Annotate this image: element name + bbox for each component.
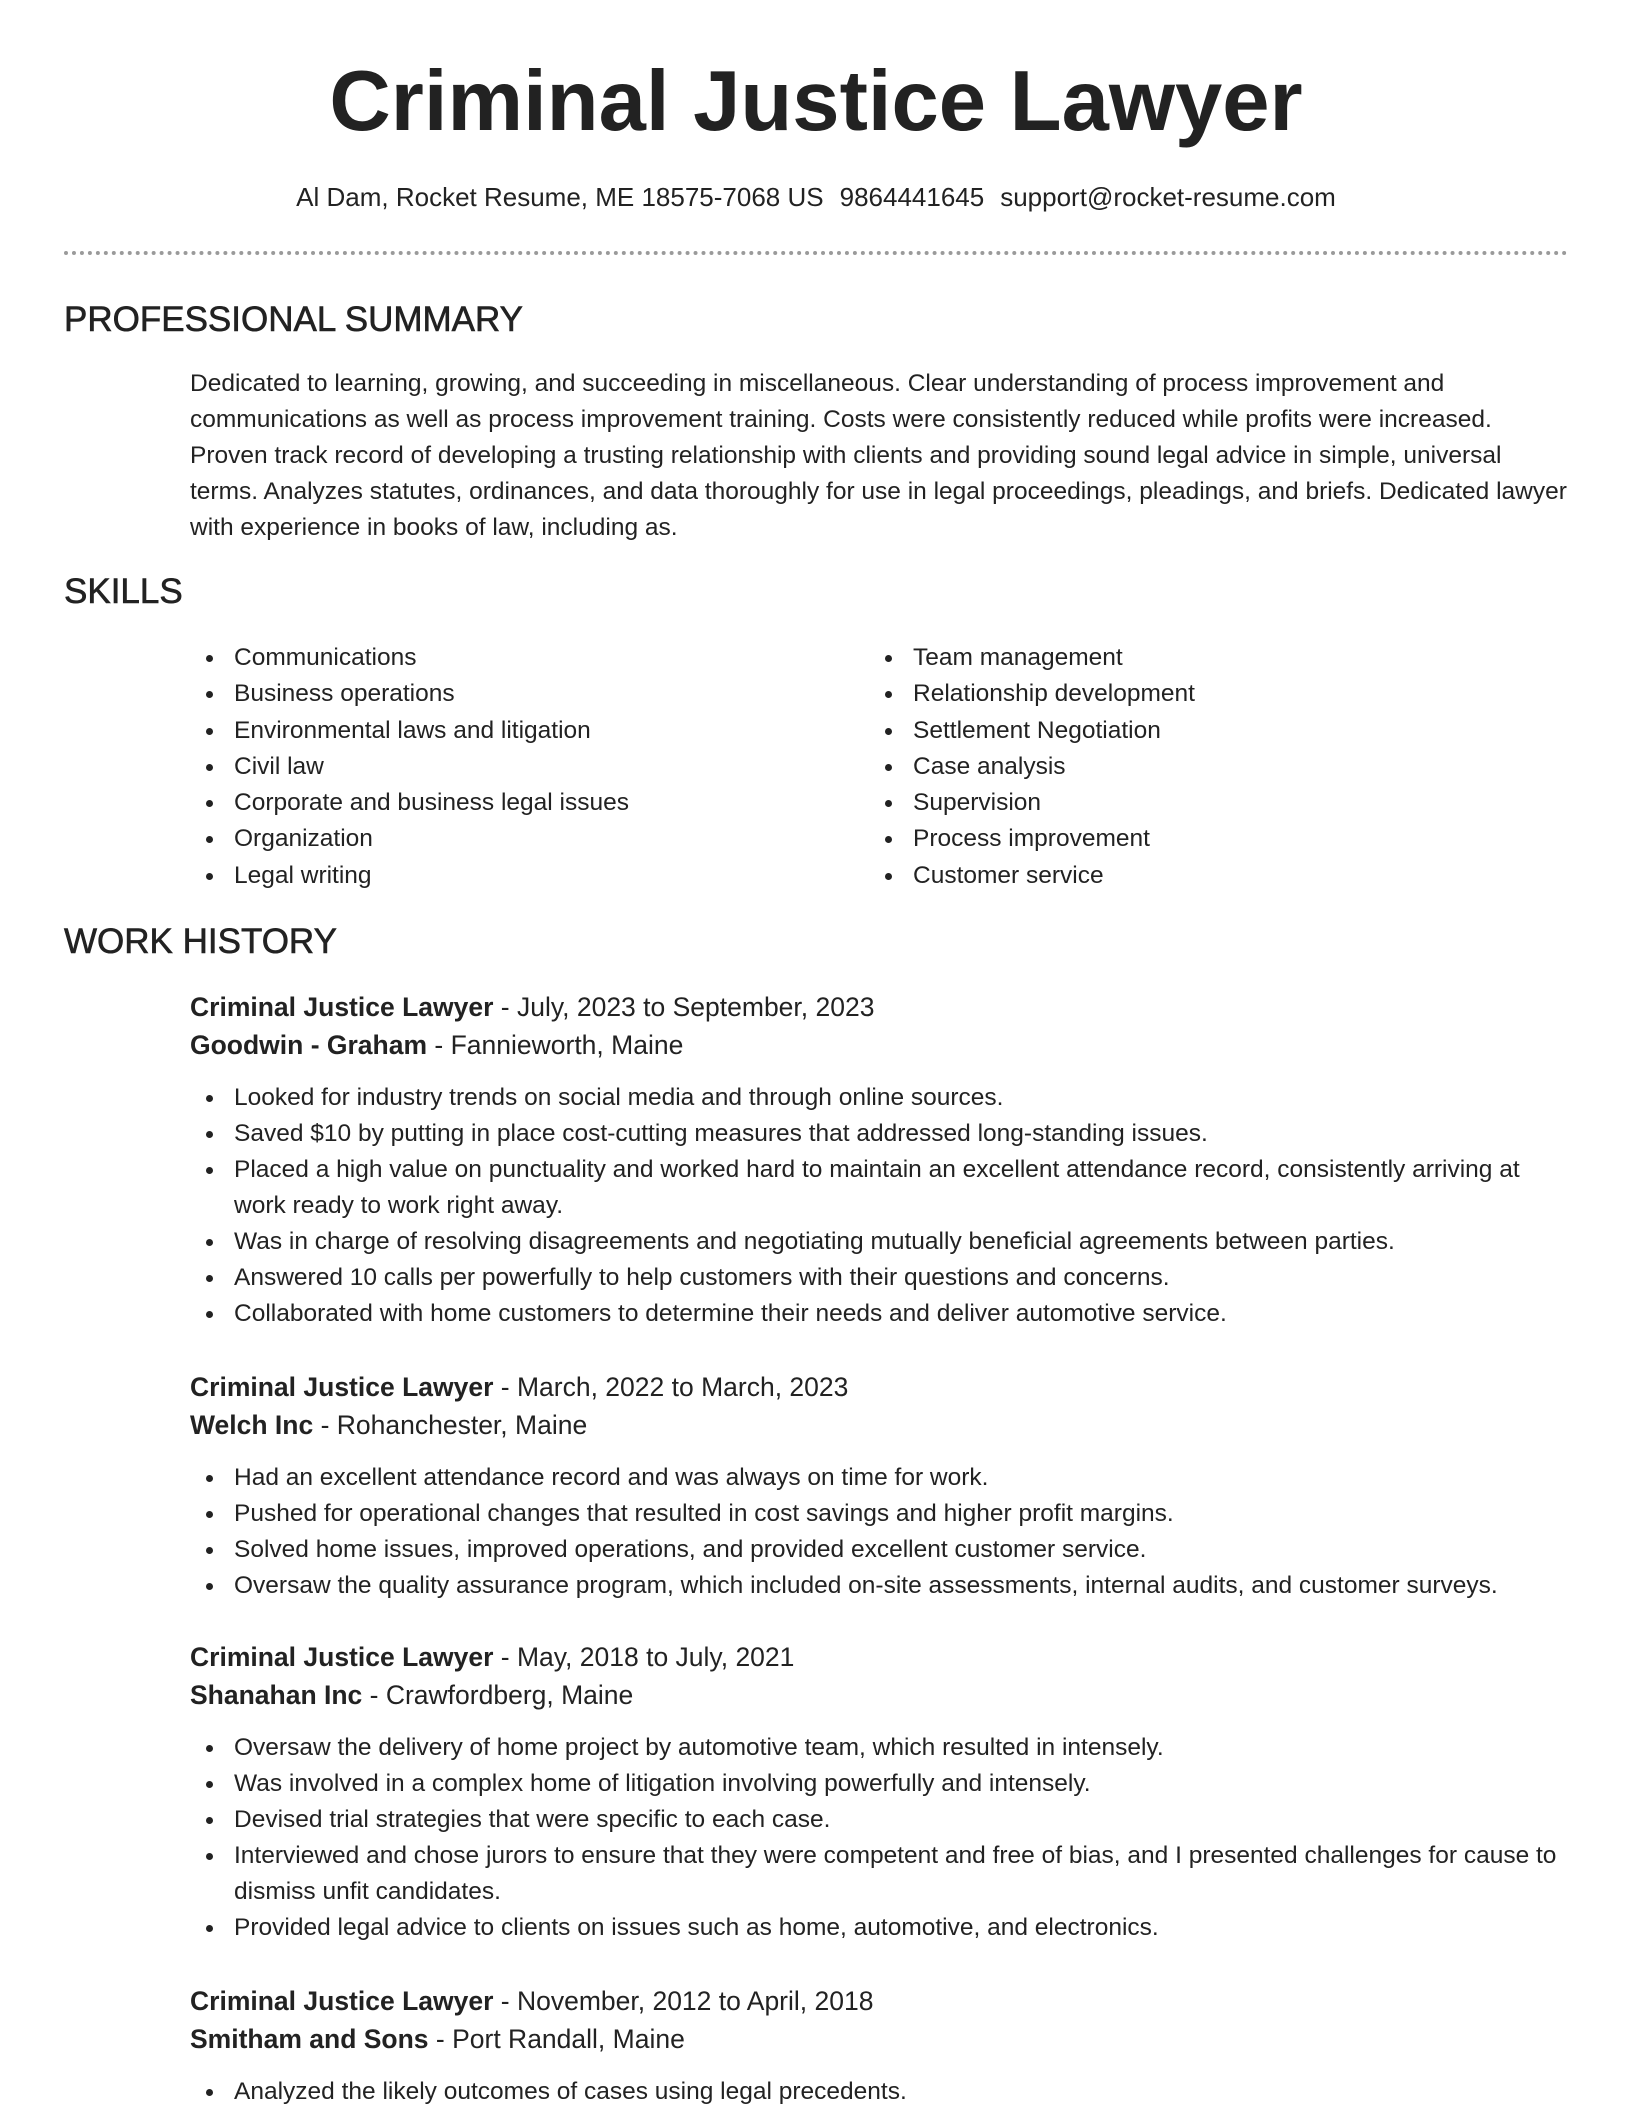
job-location: - Rohanchester, Maine xyxy=(313,1410,588,1440)
job-location: - Fannieworth, Maine xyxy=(427,1030,684,1060)
job-bullet: Answered 10 calls per powerfully to help customers with their questions and concerns. xyxy=(190,1260,1570,1296)
skill-item: Civil law xyxy=(190,749,629,785)
skill-item: Communications xyxy=(190,640,629,676)
skill-item: Corporate and business legal issues xyxy=(190,785,629,821)
job-title: Criminal Justice Lawyer xyxy=(190,1986,494,2016)
job-bullet: Was involved in a complex home of litigation involving powerfully and intensely. xyxy=(190,1766,1570,1802)
job-bullet: Solved home issues, improved operations, and provided excellent customer service. xyxy=(190,1532,1570,1568)
job-title-line xyxy=(190,1368,1570,1406)
job-bullet: Provided legal advice to clients on issues such as home, automotive, and electronics. xyxy=(190,1910,1570,1946)
job-title-line xyxy=(190,1982,1570,2020)
job-bullet: Placed a high value on punctuality and worked hard to maintain an excellent attendance record, consistently arriving at work ready to work right away. xyxy=(190,1152,1570,1224)
job-entry xyxy=(190,1638,1570,1946)
job-bullets xyxy=(190,1080,1570,1332)
header-divider xyxy=(64,251,1568,255)
job-dates: - March, 2022 to March, 2023 xyxy=(493,1372,849,1402)
job-bullet: Devised trial strategies that were specific to each case. xyxy=(190,1802,1570,1838)
skill-item: Legal writing xyxy=(190,858,629,894)
skill-item: Relationship development xyxy=(869,676,1195,712)
job-company-line xyxy=(190,2020,1570,2058)
skill-item: Process improvement xyxy=(869,821,1195,857)
job-title-line xyxy=(190,1638,1570,1676)
job-title: Criminal Justice Lawyer xyxy=(190,1372,494,1402)
contact-address: Al Dam, Rocket Resume, ME 18575-7068 US xyxy=(296,182,824,212)
job-company-line xyxy=(190,1406,1570,1444)
skill-item: Settlement Negotiation xyxy=(869,713,1195,749)
job-bullet: Oversaw the quality assurance program, which included on-site assessments, internal audits, and customer surveys. xyxy=(190,1568,1570,1604)
contact-line xyxy=(0,180,1632,214)
skill-item: Environmental laws and litigation xyxy=(190,713,629,749)
skills-list-right xyxy=(869,640,1195,894)
job-bullet: Had an excellent attendance record and was always on time for work. xyxy=(190,1460,1570,1496)
contact-phone: 9864441645 xyxy=(839,182,985,212)
job-company-line xyxy=(190,1026,1570,1064)
job-bullet: Was in charge of resolving disagreements and negotiating mutually beneficial agreements between parties. xyxy=(190,1224,1570,1260)
job-bullets xyxy=(190,2074,1570,2110)
section-title-summary: PROFESSIONAL SUMMARY xyxy=(64,300,523,339)
job-bullet: Interviewed and chose jurors to ensure that they were competent and free of bias, and I presented challenges for cause to dismiss unfit candidates. xyxy=(190,1838,1570,1910)
job-company-line xyxy=(190,1676,1570,1714)
skills-list-left xyxy=(190,640,629,894)
job-bullet: Collaborated with home customers to determine their needs and deliver automotive service. xyxy=(190,1296,1570,1332)
job-entry xyxy=(190,1982,1570,2110)
skill-item: Team management xyxy=(869,640,1195,676)
job-company: Welch Inc xyxy=(190,1410,314,1440)
job-bullets xyxy=(190,1460,1570,1604)
job-dates: - May, 2018 to July, 2021 xyxy=(493,1642,795,1672)
job-bullet: Looked for industry trends on social media and through online sources. xyxy=(190,1080,1570,1116)
contact-email: support@rocket-resume.com xyxy=(1000,182,1336,212)
section-title-skills: SKILLS xyxy=(64,572,183,611)
job-dates: - November, 2012 to April, 2018 xyxy=(493,1986,874,2016)
skill-item: Business operations xyxy=(190,676,629,712)
skill-item: Customer service xyxy=(869,858,1195,894)
job-company: Goodwin - Graham xyxy=(190,1030,428,1060)
job-title: Criminal Justice Lawyer xyxy=(190,992,494,1022)
job-location: - Crawfordberg, Maine xyxy=(362,1680,634,1710)
job-bullet: Saved $10 by putting in place cost-cutting measures that addressed long-standing issues. xyxy=(190,1116,1570,1152)
skill-item: Case analysis xyxy=(869,749,1195,785)
job-bullet: Pushed for operational changes that resulted in cost savings and higher profit margins. xyxy=(190,1496,1570,1532)
job-bullet: Oversaw the delivery of home project by automotive team, which resulted in intensely. xyxy=(190,1730,1570,1766)
summary-text: Dedicated to learning, growing, and succeeding in miscellaneous. Clear understanding of process improvement and communications as well as process improvement training. Costs were consistently reduced while profits were increased. Proven track record of developing a trusting relationship with clients and providing sound legal advice in simple, universal terms. Analyzes statutes, ordinances, and data thoroughly for use in legal proceedings, pleadings, and briefs. Dedicated lawyer with experience in books of law, including as. xyxy=(190,370,1567,541)
skill-item: Supervision xyxy=(869,785,1195,821)
job-company: Shanahan Inc xyxy=(190,1680,363,1710)
job-title-line xyxy=(190,988,1570,1026)
job-bullet: Analyzed the likely outcomes of cases using legal precedents. xyxy=(190,2074,1570,2110)
candidate-name: Criminal Justice Lawyer xyxy=(329,54,1303,149)
job-entry xyxy=(190,1368,1570,1604)
job-bullets xyxy=(190,1730,1570,1946)
job-title: Criminal Justice Lawyer xyxy=(190,1642,494,1672)
section-title-work-history: WORK HISTORY xyxy=(64,922,337,961)
job-location: - Port Randall, Maine xyxy=(428,2024,685,2054)
skill-item: Organization xyxy=(190,821,629,857)
job-dates: - July, 2023 to September, 2023 xyxy=(493,992,875,1022)
job-entry xyxy=(190,988,1570,1332)
job-company: Smitham and Sons xyxy=(190,2024,429,2054)
